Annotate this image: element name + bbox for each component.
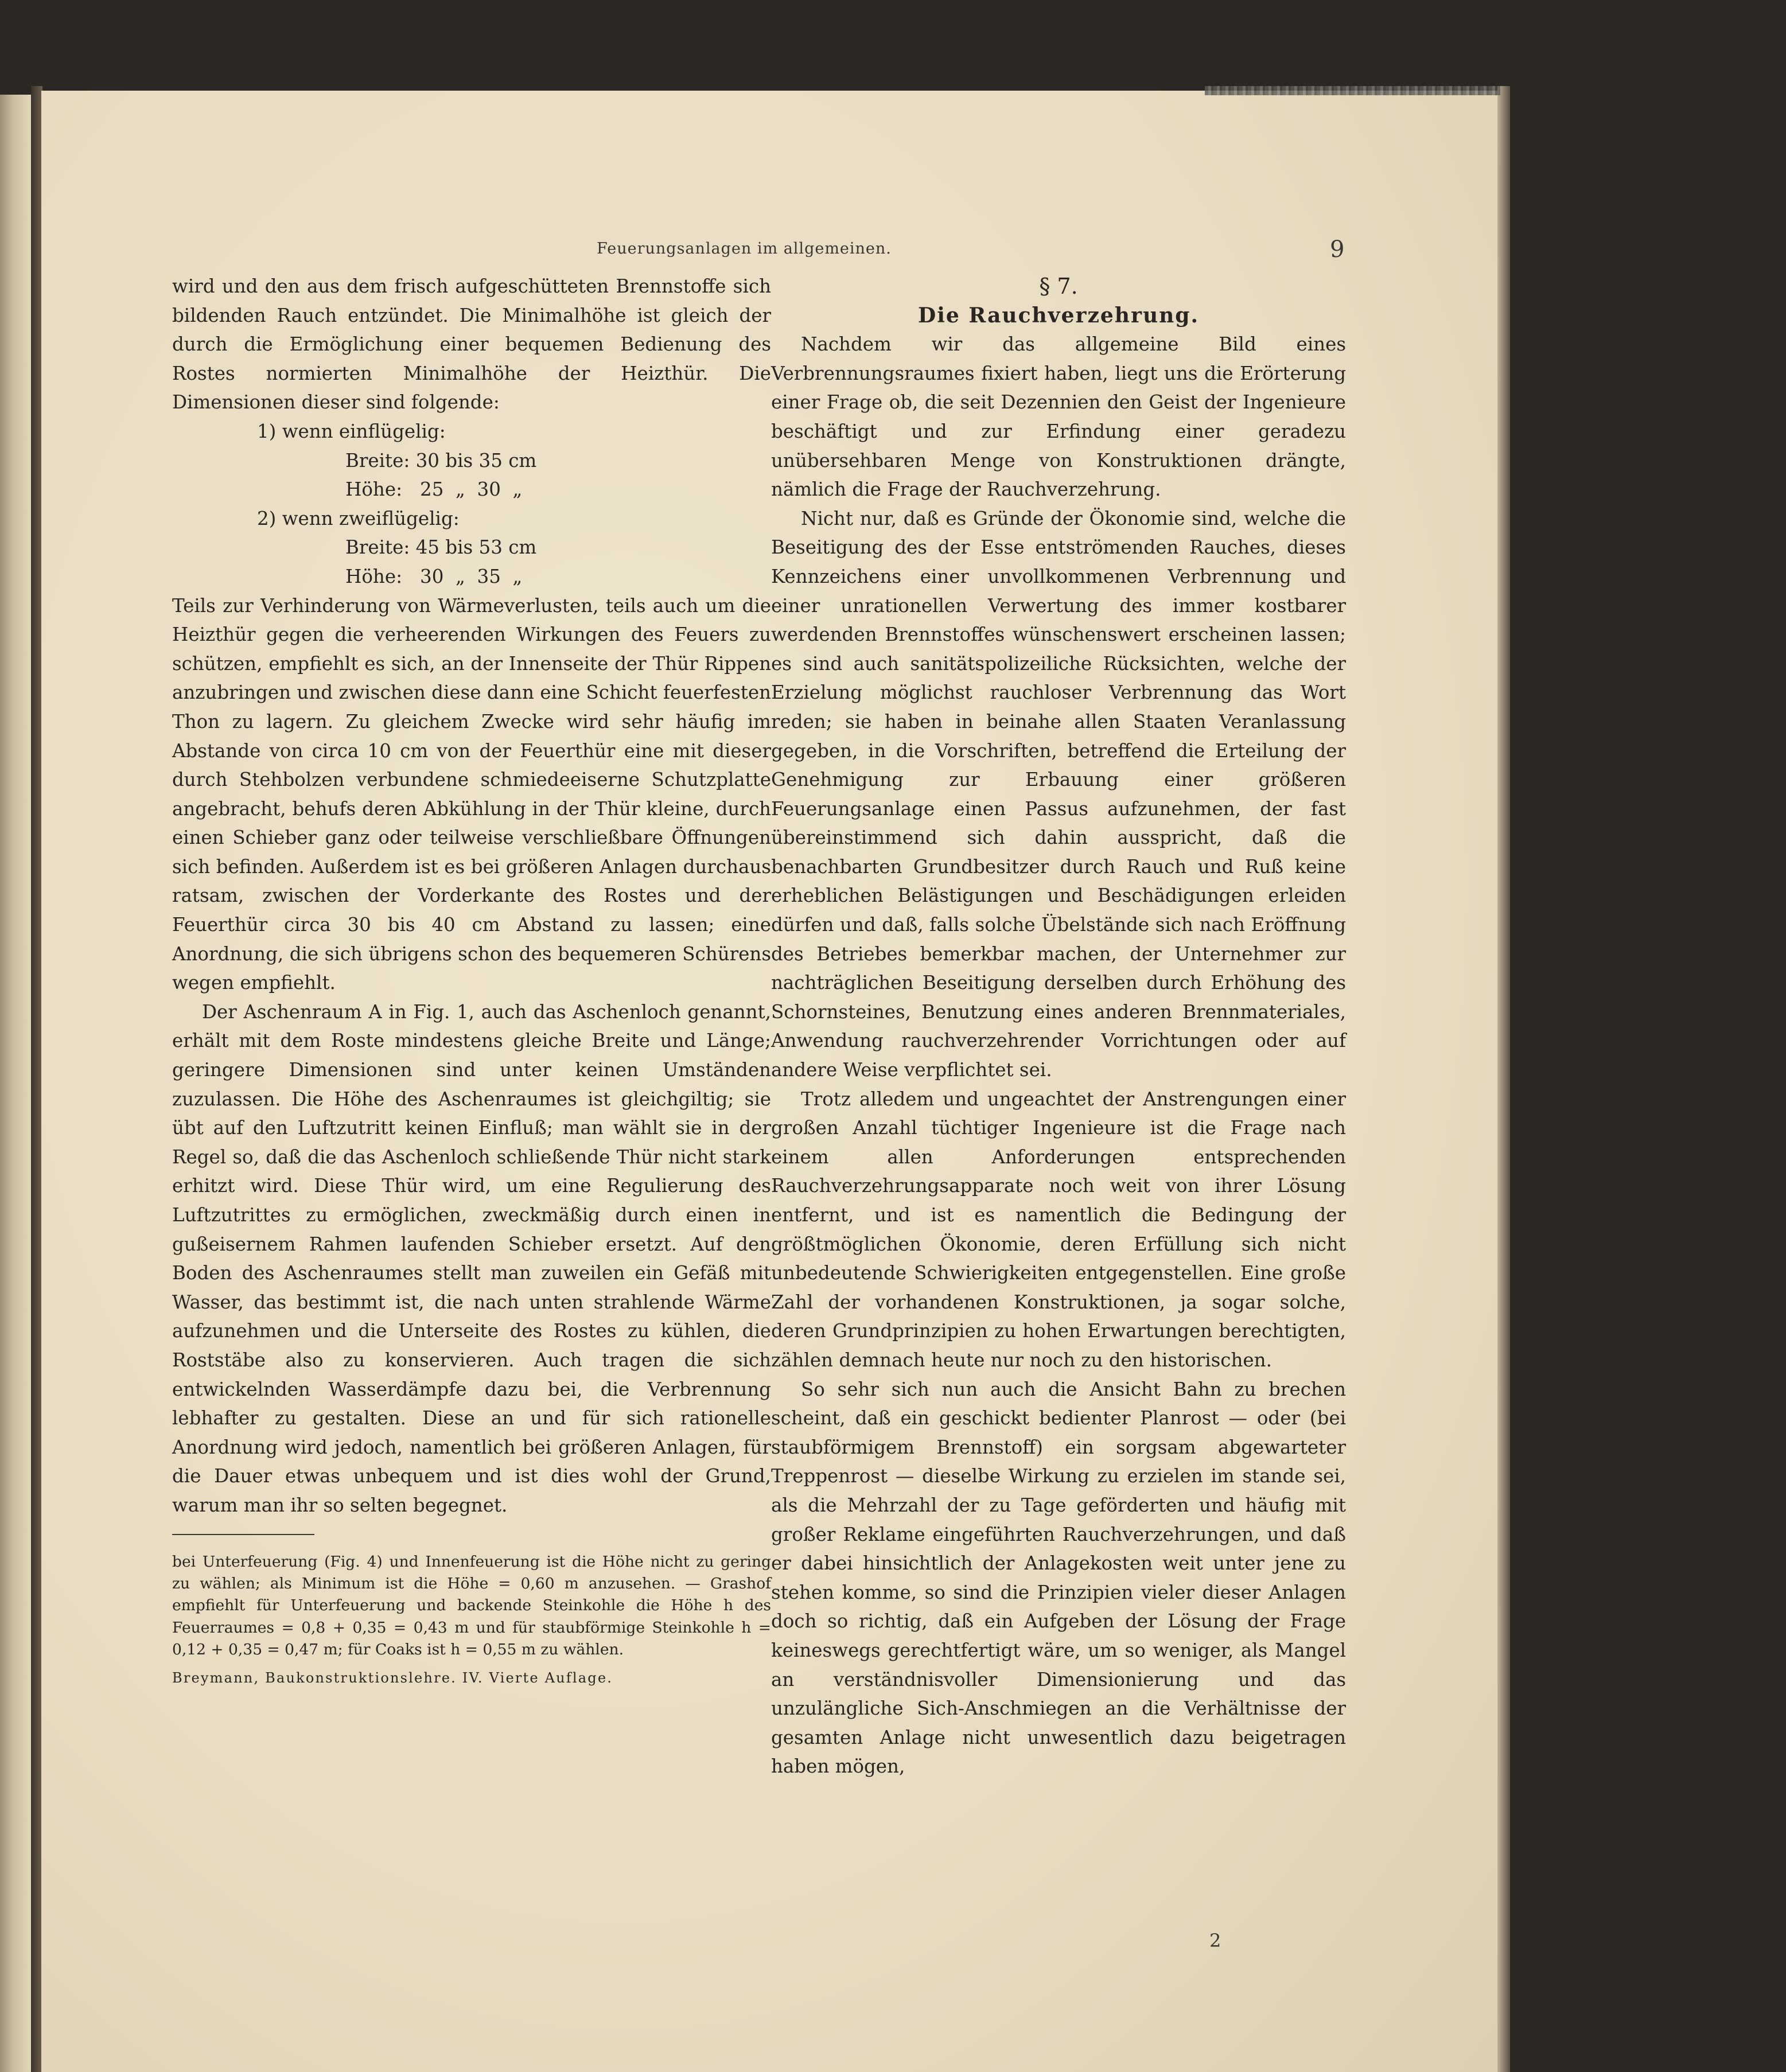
right-column — [771, 272, 1346, 1781]
section-title: Die Rauchverzehrung. — [918, 303, 1199, 328]
book-gutter — [31, 86, 42, 2072]
facing-page-edge — [0, 95, 31, 2072]
dimension-width-single: Breite: 30 bis 35 cm — [345, 449, 537, 472]
footnote-text: bei Unterfeuerung (Fig. 4) und Innenfeuerung ist die Höhe nicht zu gering zu wählen; als Minimum ist die Höhe = 0,60 m anzusehen. — Grashof empfiehlt für Unterfeuerung und backende Steinkohle die Höhe h des Feuerraumes = 0,8 + 0,35 = 0,43 m und für staubförmige Steinkohle h = 0,12 + 0,35 = 0,47 m; für Coaks ist h = 0,55 m zu wählen. — [172, 1552, 771, 1659]
imprint-line: Breymann, Baukonstruktionslehre. IV. Vierte Auflage. — [172, 1669, 613, 1686]
dimension-height-single: Höhe: 25 „ 30 „ — [345, 478, 523, 501]
left-paragraph-1: wird und den aus dem frisch aufgeschütteten Brennstoffe sich bildenden Rauch entzündet. Die Minimalhöhe ist gleich der durch die Ermöglichung einer bequemen Bedienung des Rostes normierten Minimalhöhe der Heizthür. Die Dimensionen dieser sind folgende: — [172, 275, 771, 414]
page-number: 9 — [1330, 236, 1345, 263]
right-paragraph-2: Nicht nur, daß es Gründe der Ökonomie sind, welche die Beseitigung des der Esse entströmenden Rauches, dieses Kennzeichens einer unvollkommenen Verbrennung und einer unrationellen Verwertung des immer kostbarer werdenden Brennstoffes wünschenswert erscheinen lassen; es sind auch sanitätspolizeiliche Rücksichten, welche der Erzielung möglichst rauchloser Verbrennung das Wort reden; sie haben in beinahe allen Staaten Veranlassung gegeben, in die Vorschriften, betreffend die Erteilung der Genehmigung zur Erbauung einer größeren Feuerungsanlage einen Passus aufzunehmen, der fast übereinstimmend sich dahin ausspricht, daß die benachbarten Grundbesitzer durch Rauch und Ruß keine erheblichen Belästigungen und Beschädigungen erleiden dürfen und daß, falls solche Übelstände sich nach Eröffnung des Betriebes bemerkbar machen, der Unternehmer zur nachträglichen Beseitigung derselben durch Erhöhung des Schornsteines, Benutzung eines anderen Brennmateriales, Anwendung rauchverzehrender Vorrichtungen oder auf andere Weise verpflichtet sei. — [771, 507, 1346, 1081]
left-paragraph-3: Der Aschenraum A in Fig. 1, auch das Aschenloch genannt, erhält mit dem Roste mindestens gleiche Breite und Länge; geringere Dimensionen sind unter keinen Umständen zuzulassen. Die Höhe des Aschenraumes ist gleichgiltig; sie übt auf den Luftzutritt keinen Einfluß; man wählt sie in der Regel so, daß die das Aschenloch schließende Thür nicht stark erhitzt wird. Diese Thür wird, um eine Regulierung des Luftzutrittes zu ermöglichen, zweckmäßig durch einen in gußeisernem Rahmen laufenden Schieber ersetzt. Auf den Boden des Aschenraumes stellt man zuweilen ein Gefäß mit Wasser, das bestimmt ist, die nach unten strahlende Wärme aufzunehmen und die Unterseite des Rostes zu kühlen, die Roststäbe also zu konservieren. Auch tragen die sich entwickelnden Wasserdämpfe dazu bei, die Verbrennung lebhafter zu gestalten. Diese an und für sich rationelle Anordnung wird jedoch, namentlich bei größeren Anlagen, für die Dauer etwas unbequem und ist dies wohl der Grund, warum man ihr so selten begegnet. — [172, 1000, 771, 1516]
page-edge — [1497, 86, 1510, 2072]
right-paragraph-4: So sehr sich nun auch die Ansicht Bahn zu brechen scheint, daß ein geschickt bedienter Planrost — oder (bei staubförmigem Brennstoff) ein sorgsam abgewarteter Treppenrost — dieselbe Wirkung zu erzielen im stande sei, als die Mehrzahl der zu Tage geförderten und häufig mit großer Reklame eingeführten Rauchverzehrungen, und daß er dabei hinsichtlich der Anlagekosten weit unter jene zu stehen komme, so sind die Prinzipien vieler dieser Anlagen doch so richtig, daß ein Aufgeben der Lösung der Frage keineswegs gerechtfertigt wäre, um so weniger, als Mangel an verständnisvoller Dimensionierung und das unzulängliche Sich-Anschmiegen an die Verhältnisse der gesamten Anlage nicht unwesentlich dazu beigetragen haben mögen, — [771, 1378, 1346, 1778]
dimension-height-double: Höhe: 30 „ 35 „ — [345, 565, 523, 587]
footnote-divider — [172, 1534, 314, 1535]
book-cover-edge — [1205, 86, 1500, 95]
door-dimensions-list — [172, 417, 771, 591]
footnote — [172, 1551, 771, 1688]
list-item-double-leaf: 2) wenn zweiflügelig: — [257, 507, 460, 529]
list-item-single-leaf: 1) wenn einflügelig: — [257, 420, 446, 442]
left-paragraph-2: Teils zur Verhinderung von Wärmeverlusten, teils auch um die Heizthür gegen die verheerenden Wirkungen des Feuers zu schützen, empfiehlt es sich, an der Innenseite der Thür Rippen anzubringen und zwischen diese dann eine Schicht feuerfesten Thon zu lagern. Zu gleichem Zwecke wird sehr häufig im Abstande von circa 10 cm von der Feuerthür eine mit dieser durch Stehbolzen verbundene schmiedeeiserne Schutzplatte angebracht, behufs deren Abkühlung in der Thür kleine, durch einen Schieber ganz oder teilweise verschließbare Öffnungen sich befinden. Außerdem ist es bei größeren Anlagen durchaus ratsam, zwischen der Vorderkante des Rostes und der Feuerthür circa 30 bis 40 cm Abstand zu lassen; eine Anordnung, die sich übrigens schon des bequemeren Schürens wegen empfiehlt. — [172, 594, 771, 994]
left-column — [172, 272, 771, 1688]
right-paragraph-1: Nachdem wir das allgemeine Bild eines Verbrennungsraumes fixiert haben, liegt uns die Erörterung einer Frage ob, die seit Dezennien den Geist der Ingenieure beschäftigt und zur Erfindung einer geradezu unübersehbaren Menge von Konstruktionen drängte, nämlich die Frage der Rauchverzehrung. — [771, 333, 1346, 501]
signature-mark: 2 — [1209, 1930, 1221, 1952]
right-paragraph-3: Trotz alledem und ungeachtet der Anstrengungen einer großen Anzahl tüchtiger Ingenieure ist die Frage nach einem allen Anforderungen entsprechenden Rauchverzehrungsapparate noch weit von ihrer Lösung entfernt, und ist es namentlich die Bedingung der größtmöglichen Ökonomie, deren Erfüllung sich nicht unbedeutende Schwierigkeiten entgegenstellen. Eine große Zahl der vorhandenen Konstruktionen, ja sogar solche, deren Grundprinzipien zu hohen Erwartungen berechtigten, zählen demnach heute nur noch zu den historischen. — [771, 1088, 1346, 1371]
running-head: Feuerungsanlagen im allgemeinen. — [597, 240, 892, 258]
section-number: § 7. — [1039, 274, 1078, 299]
dimension-width-double: Breite: 45 bis 53 cm — [345, 536, 537, 559]
